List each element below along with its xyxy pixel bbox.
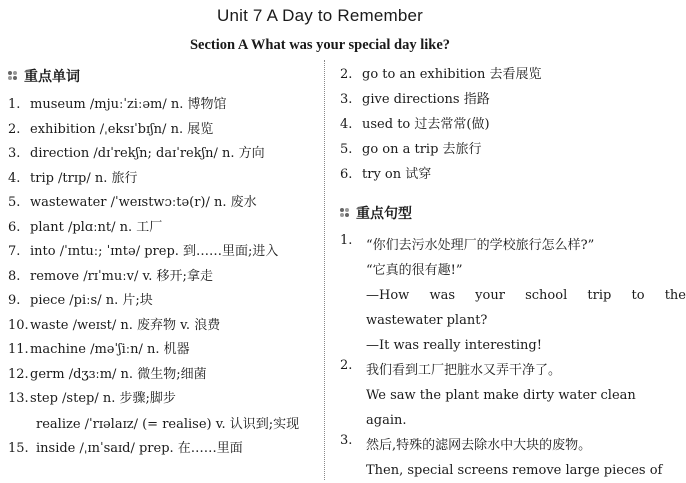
list-item: 3. direction /dɪˈrekʃn; daɪˈrekʃn/ n. 方向 [8,146,265,161]
list-item: 9. piece /piːs/ n. 片;块 [8,293,153,308]
vocab-heading-label: 重点单词 [24,69,80,85]
list-item: 1. museum /mjuːˈziːəm/ n. 博物馆 [8,97,227,112]
unit-title: Unit 7 A Day to Remember [216,6,424,25]
column-divider [324,60,325,480]
list-item: 7. into /ˈɪntuː; ˈɪntə/ prep. 到……里面;进入 [8,244,279,259]
sentences-heading-label: 重点句型 [356,206,412,222]
list-item: 5. go on a trip 去旅行 [340,142,482,157]
list-item: 6. try on 试穿 [340,167,432,182]
list-item: 13.step /step/ n. 步骤;脚步 [8,391,176,406]
bullet-dots-icon [340,208,350,218]
list-item: 11.machine /məˈʃiːn/ n. 机器 [8,342,190,357]
list-item: 4. used to 过去常常(做) [340,117,490,132]
sentence-item: 1. “你们去污水处理厂的学校旅行怎么样?” “它真的很有趣!” —How was your school trip to the wastewater plant? —It was really interesting! [340,233,686,353]
vocab-heading [8,66,80,86]
list-item: 3. give directions 指路 [340,92,490,107]
list-item: 8. remove /rɪˈmuːv/ v. 移开;拿走 [8,268,213,284]
list-item: 10.waste /weɪst/ n. 废弃物 v. 浪费 [8,317,221,333]
vocab-list [8,93,320,461]
list-item: 15. inside /ˌɪnˈsaɪd/ prep. 在……里面 [8,440,243,456]
sentences-heading [340,203,412,223]
list-item: 6. plant /plɑːnt/ n. 工厂 [8,219,163,235]
list-item: 12.germ /dʒɜːm/ n. 微生物;细菌 [8,366,207,382]
section-subtitle: Section A What was your special day like? [189,37,451,53]
bullet-dots-icon [8,71,18,81]
list-item: 5. wastewater /ˈweɪstwɔːtə(r)/ n. 废水 [8,195,257,210]
list-item: realize /ˈrɪəlaɪz/ (= realise) v. 认识到;实现 [36,416,300,432]
sentence-item: 3. 然后,特殊的滤网去除水中大块的废物。 Then, special screens remove large pieces of [340,433,663,478]
phrase-list [340,62,640,187]
list-item: 2. go to an exhibition 去看展览 [340,67,542,82]
sentence-item: 2. 我们看到工厂把脏水又弄干净了。 We saw the plant make dirty water clean again. [340,358,636,428]
sentence-list [340,233,686,483]
list-item: 2. exhibition /ˌeksɪˈbɪʃn/ n. 展览 [8,121,214,137]
list-item: 4. trip /trɪp/ n. 旅行 [8,170,138,186]
